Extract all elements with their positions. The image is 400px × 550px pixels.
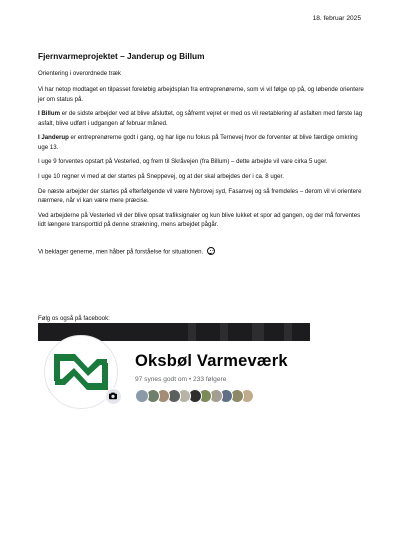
paragraph-week10: I uge 10 regner vi med at der startes på Sneppevej, og at der skal arbejdes der i ca. 8 uger. bbox=[38, 173, 284, 180]
cover-stripe bbox=[252, 323, 264, 341]
paragraph-week9: I uge 9 forventes opstart på Vesterled, og frem til Skråvejen (fra Billum) – dette arbejde vil vare cirka 5 uger. bbox=[38, 158, 328, 166]
janderup-text: er entreprenørerne godt i gang, og har lige nu fokus på Ternevej hvor de forventer at blive færdige omkring uge 13. bbox=[38, 134, 358, 151]
facebook-follow-text: Følg os også på facebook: bbox=[38, 315, 110, 322]
closing-text: Vi beklager generne, men håber på forståelse for situationen. bbox=[38, 248, 204, 256]
paragraph-billum bbox=[38, 109, 364, 128]
facebook-page-card[interactable] bbox=[38, 323, 310, 418]
paragraph-janderup bbox=[38, 133, 364, 152]
cover-stripe bbox=[188, 323, 196, 341]
smiley-icon bbox=[207, 247, 215, 255]
cover-stripe bbox=[220, 323, 228, 341]
paragraph-closing bbox=[38, 247, 364, 257]
document-date: 18. februar 2025 bbox=[312, 15, 361, 22]
follower-avatars[interactable] bbox=[135, 389, 295, 403]
camera-icon bbox=[106, 389, 120, 403]
billum-heading: I Billum bbox=[38, 110, 61, 118]
billum-text: er de sidste arbejder ved at blive afsluttet, og såfremt vejret er med os vil reetablering af asfalten med første lag asfalt, blive udført i udgangen af februar måned. bbox=[38, 110, 363, 127]
change-photo-button[interactable] bbox=[105, 388, 122, 405]
paragraph-vesterled: Ved arbejderne på Vesterled vil der blive opsat trafiksignaler og kun blive lukket et spor ad gangen, og der må forventes lidt længere transporttid på denne strækning, mens arbejdet pågår. bbox=[38, 211, 361, 228]
paragraph-intro: Vi har netop modtaget en tilpasset foreløbig arbejdsplan fra entreprenørerne, som vi vil følge op på, og løbende orientere jer om status på. bbox=[38, 86, 364, 103]
document-title: Fjernvarmeprojektet – Janderup og Billum bbox=[38, 51, 205, 61]
follower-avatar[interactable] bbox=[135, 389, 149, 403]
document-subtitle: Orientering i overordnede træk bbox=[38, 70, 121, 77]
facebook-page-stats[interactable]: 97 synes godt om • 233 følgere bbox=[135, 376, 227, 383]
facebook-page-name[interactable]: Oksbøl Varmeværk bbox=[135, 352, 288, 370]
cover-stripe bbox=[284, 323, 292, 341]
document-body bbox=[38, 69, 364, 263]
janderup-heading: I Janderup bbox=[38, 134, 69, 142]
paragraph-next-works: De næste arbejder der startes på efterfølgende vil være Nybrovej syd, Fasanvej og så fremdeles – derom vil vi orientere nærmere, når vi kan være mere præcise. bbox=[38, 187, 362, 204]
